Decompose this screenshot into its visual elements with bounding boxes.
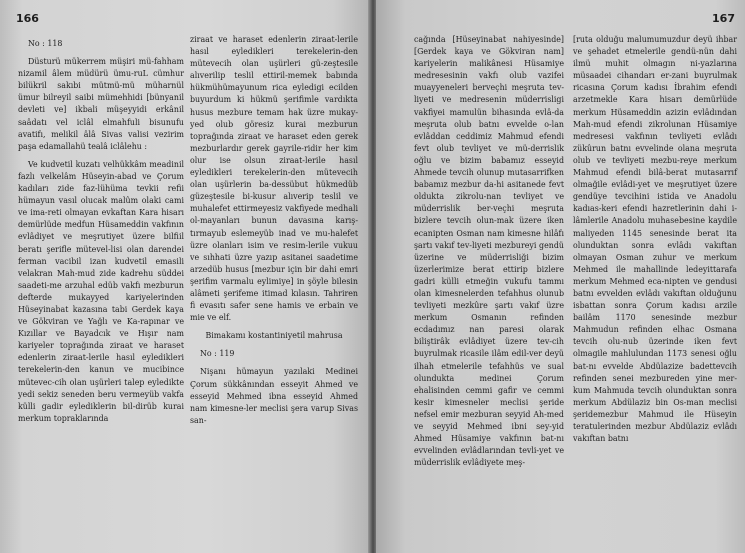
paragraph: [ruta olduğu malumumuzdur deyü ihbar ve şehadet etmelerile gendü-nün dahi ilmü muhit olmagın ni-yazlarına müsaadei cihandarı er-zani buyrulmak ricasına Çorum kadısı İbrahim efendi arzetmekle Kara hisarı demürlüde merkum Hüsameddin azizin evlâdından Mah-mud efendi zikrolunan Hüsamiye medresesi vakfının tevliyeti evlâdı zükûrun batnı evvelinde olana meşruta olub ve tevliyeti mezbu-reye merkum Mahmud efendi bilâ-berat mutasarrıf olmağile evlâdi-yet ve meşrutiyet üzere gendüye tevcihini istida ve Anadolu kadıas-keri efendi hazretlerinin dahi i-lâmlerile Anadolu muhasebesine kaydile maliyeden 1145 senesinde berat ita olunduktan sonra evlâdı vakıftan olmayan Osman zuhur ve merkum Mehmed ile mahallinde ledeyittarafa merkum Mehmed eca-nipten ve gendusi batnı evvelden evlâdı vakıftan olduğunu isbattan sonra Çorum kadısı arzile bailâm 1170 senesinde mezbur Mahmudun refinden elhac Osmana tevcih olu-nub üzerinde iken fevt olmagile mahlulundan 1173 senesi oğlu bat-nı evvelde Abdülazize badettevcih refinden senei mezbureden yine mer-kum Mahmuda tevcih olunduktan sonra merkum Abdülaziz bin Os-man meclisi şeridemezbur Mahmud ile Hüseyin teratulerinden mezbur Abdülaziz evlâdı vakıftan batnı — [573, 35, 737, 444]
right-page — [376, 0, 745, 553]
paragraph: Ve kudvetil kuzatı velhükkâm meadinil fazlı velkelâm Hüseyin-abad ve Çorum kadıları zide faz-lühüma tevkii refii hümayun vasıl olucak malûm olaki cami ve ima-reti olmayan evkaftan Kara hisarı demürlüde medfun Hüsameddin vakfının evlâdiyet ve meşrutiyet üzere bilfiil beratı şerifle mütevel-lisi olan darendei ferman vacibil izan kudvetil emasili velakran Mah-mud zide kadrehu süddei saadeti-me arzuhal edüb vakfı mezburun defterde mukayyed kariyelerinden Hüseyinabat kazasına tabi Gerdek kaya ve Gökviran ve Yağlı ve Ka-rapınar ve Kızıllar ve Bayadcık ve Hışır nam kariyeler toprağında ziraat ve haraset edenlerin ziraat-lerile hasıl eyledikleri terekelerin-den kanun ve mucibince mütevec-cih olan uşürleri talep eyledikte yedi sekiz seneden beru vermeyüb vakfa külli gadir eylediklerin bil-dirüb kurai merkum topraklarında — [18, 159, 184, 423]
document-heading: No : 119 — [200, 349, 235, 359]
right-column-1 — [414, 34, 564, 469]
right-column-2 — [573, 34, 737, 445]
left-column-2 — [190, 34, 358, 427]
page-number-left: 166 — [16, 12, 39, 25]
paragraph: Nişanı hümayun yazılaki Medinei Çorum sükkânından esseyit Ahmed ve esseyid Mehmed ibna esseyid Ahmed nam kimesne-ler meclisi şera varup Sivas san- — [190, 367, 358, 425]
left-column-1 — [18, 34, 184, 425]
paragraph: ziraat ve haraset edenlerin ziraat-lerile hasıl eyledikleri terekelerin-den mütevecih olan uşürleri gü-zeştesile alıverilip teslil ettiril-memek babında hükmühümayunum rica eyledigi ecilden buyurdum ki hükmü şerifimle vardıkta husus mezbure temam hak üzre mukay-yed olub göresiz kurai mezburun toprağında ziraat ve haraset eden gerek mezburlardır gerek gayrile-ridir her kim olur ise olsun ziraat-lerile hasıl eyledikleri terekelerin-den mütevecih olan uşürlerin ba-dessübut hükmedüb güzeştesile bi-kusur alıverip teslil ve muhalefet ettirmeyesiz vakfiyede medhali ol-mayanları bunun davasına karış-tırmayub eslemeyüb inad ve mu-halefet üzre olanları isim ve resim-lerile vukuu ve sıhhati üzre yazıp asitanei saadetime arzedüb husus [mezbur için bir dahi emri şerifim varmalu eylimiye] in şöyle bilesin alâmeti şerifeme itimad kılasın. Tahriren fi evasıtı safer sene hamis ve erbain ve mie ve elf. — [190, 35, 358, 323]
document-heading: No : 118 — [28, 39, 63, 48]
paragraph: cağında [Hüseyinabat nahiyesinde] [Gerdek kaya ve Gökviran nam] kariyelerin malikânesi Hüsamiye medresesinin vakfı olub vazifei muayyeneleri berveçhi meşruta tev-liyeti ve medresenin müderrisligi vakfiyei mamulün bihasında evlâ-da meşruta olub batnı evvelde o-lan evlâddan ceddimiz Mahmud efendi fevt olub tevliyet ve mü-derrislik oğlu ve bizim babamız esseyid Ahmede tevcih olunup mutasarrifken babamız mezbur da-hi asitanede fevt oldukta zikrolu-nan tevliyet ve müderrislik ber-veçhi meşruta bizlere tevcih olun-mak üzere iken ecanipten Osman nam kimesne hilâfı şartı vakıf tev-liyeti mezbureyi gendü üzerine ve müderrisliği bizim üzerlerimize berat ettirip bizlere gadri külli etmeğin vukufu tammı olan kimesnelerden tefahhus olunub tevliyeti mezkûre şartı vakıf üzre merkum Osmanın refinden ecdadımız nan paresi olarak biliştirâk evlâdiyet üzere tev-cih buyrulmak ricasile ilâm edil-ver deyü ilhah etmelerile tefahhüs ve sual olundukta medinei Çorum ehalisinden cemmi gafir ve cemmi kesir kimesneler meclisi şeride nefsel emir mezburan seyyid Ah-med ve seyyid Mehmed ibni sey-yid Ahmed Hüsamiye vakfının bat-nı evvelinden evlâdlarından tevli-yet ve müderrislik evlâdiyete meş- — [414, 35, 564, 468]
section-title: Bimakamı kostantiniyetil mahrusa — [205, 331, 343, 341]
page-number-right: 167 — [712, 12, 735, 25]
left-page — [0, 0, 370, 553]
paragraph: Düsturü mükerrem müşiri mü-fahham nizamil âlem müdürü ümu-ruL cümhur bilükril sakıbi mütmü-mü müharnül ümur bilreyil saibi mümehhidi [bünyanil devleti ve] ikbali müşeyyidi erkânil saâdatı vel iclâl elmahfuli bisunufu avatifı, melikil âlâ Sivas valisi vezirim paşa edamallahü tealâ iclâlehu : — [18, 57, 184, 151]
